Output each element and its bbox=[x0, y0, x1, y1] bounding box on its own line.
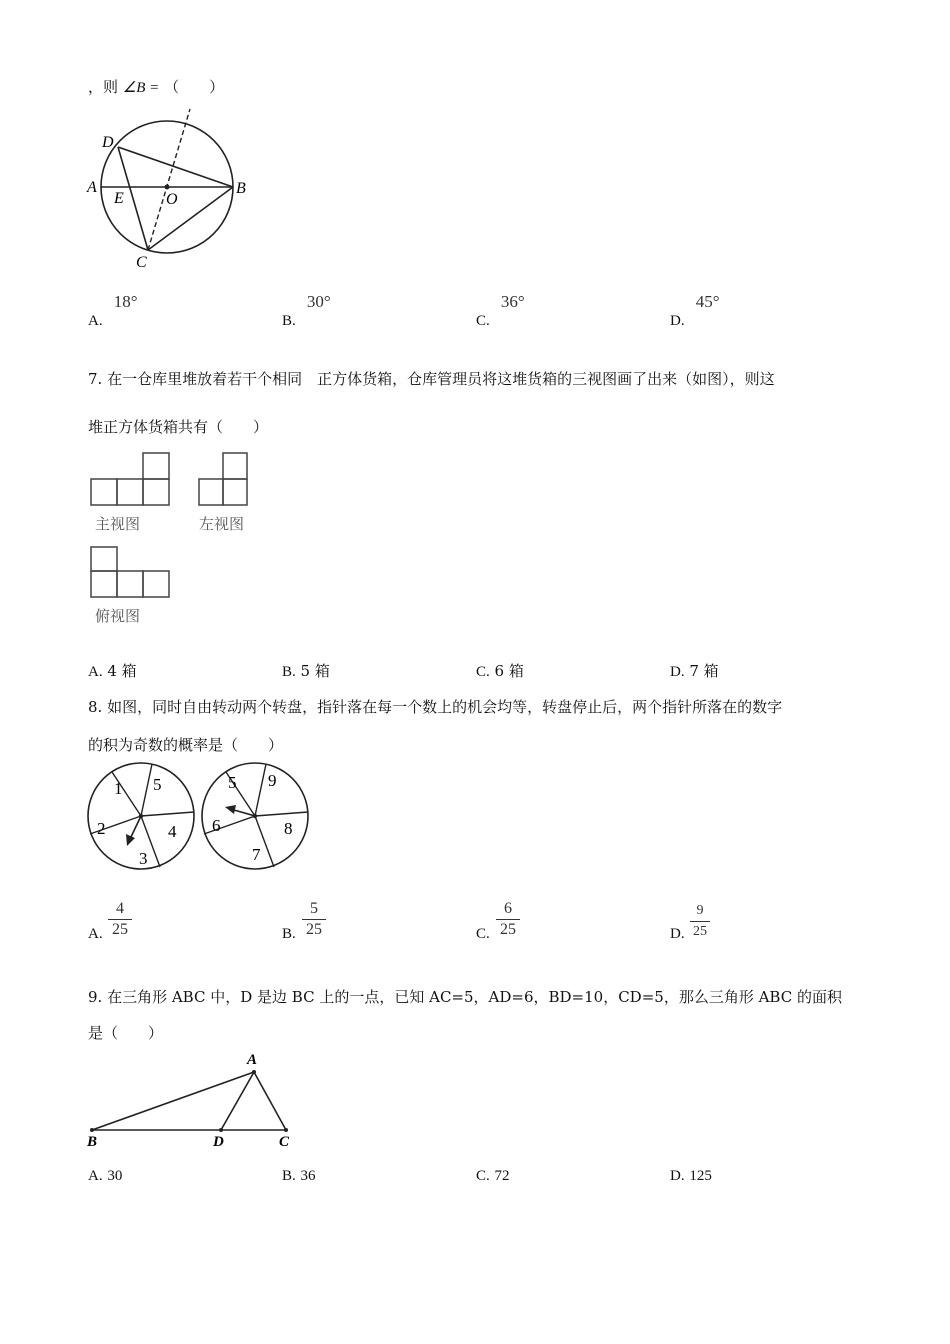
q8-wheel-2-num-3: 7 bbox=[252, 845, 261, 864]
q6-segment-db bbox=[118, 147, 233, 187]
q9-option-b[interactable] bbox=[282, 1166, 316, 1185]
q6-option-c-value: 36° bbox=[500, 292, 525, 311]
q6-stem bbox=[88, 76, 224, 97]
q9-option-c-label: C. bbox=[476, 1168, 490, 1184]
q7-three-views-figure bbox=[86, 450, 266, 630]
q6-label-d: D bbox=[102, 134, 114, 151]
q7-stem-line2: 堆正方体货箱共有（ ） bbox=[88, 418, 269, 436]
q7-option-b-value: 5 箱 bbox=[300, 662, 330, 680]
q7-caption-front: 主视图 bbox=[95, 515, 141, 533]
q7-option-b[interactable] bbox=[282, 660, 330, 681]
q6-option-b[interactable] bbox=[282, 292, 331, 329]
q8-wheel-1-arrowhead bbox=[126, 834, 135, 846]
q7-left-view bbox=[199, 453, 247, 505]
q8-wheel-1-num-1: 5 bbox=[153, 775, 162, 794]
q6-label-b: B bbox=[236, 180, 246, 197]
q9-label-a: A bbox=[247, 1052, 258, 1068]
q8-option-a-den: 25 bbox=[112, 921, 128, 938]
q6-option-b-value: 30° bbox=[306, 292, 331, 311]
q8-wheel-1-num-0: 1 bbox=[114, 779, 123, 798]
q7-option-d[interactable] bbox=[670, 660, 719, 681]
q8-wheel-1-num-3: 3 bbox=[139, 849, 148, 868]
q6-paren: （ ） bbox=[164, 78, 225, 96]
q8-wheel-2-num-0: 5 bbox=[228, 773, 237, 792]
q7-option-c-label: C. bbox=[476, 664, 490, 680]
q6-dashed-line bbox=[148, 109, 190, 250]
q6-option-c-label: C. bbox=[476, 313, 490, 329]
q9-option-a[interactable] bbox=[88, 1166, 122, 1185]
q9-segment-ad bbox=[221, 1072, 254, 1130]
q9-option-b-value: 36 bbox=[300, 1168, 316, 1184]
q9-segment-ba bbox=[92, 1072, 254, 1130]
q9-option-c[interactable] bbox=[476, 1166, 510, 1185]
q8-wheel-2 bbox=[202, 763, 308, 869]
q9-triangle-figure bbox=[84, 1048, 299, 1148]
q9-label-b: B bbox=[87, 1134, 98, 1148]
q7-option-c[interactable] bbox=[476, 660, 524, 681]
q6-option-d-label: D. bbox=[670, 313, 685, 329]
q7-top-view bbox=[91, 547, 169, 597]
q8-option-c-label: C. bbox=[476, 926, 490, 942]
q6-center-point bbox=[165, 185, 170, 190]
q8-option-c-num: 6 bbox=[504, 900, 512, 917]
q9-option-a-value: 30 bbox=[107, 1168, 123, 1184]
q9-option-c-value: 72 bbox=[494, 1168, 510, 1184]
q7-option-d-value: 7 箱 bbox=[689, 662, 719, 680]
q7-option-b-label: B. bbox=[282, 664, 296, 680]
q9-stem-line1: 9. 在三角形 ABC 中，D 是边 BC 上的一点，已知 AC=5，AD=6，BD=10，CD=5，那么三角形 ABC 的面积 bbox=[88, 988, 842, 1006]
q8-wheel-2-num-4: 6 bbox=[212, 816, 221, 835]
q6-option-c[interactable] bbox=[476, 292, 525, 329]
q7-option-d-label: D. bbox=[670, 664, 685, 680]
q7-stem-line1: 7. 在一仓库里堆放着若干个相同 正方体货箱，仓库管理员将这堆货箱的三视图画了出来（如图），则这 bbox=[88, 370, 775, 388]
q7-option-c-value: 6 箱 bbox=[494, 662, 524, 680]
q6-label-o: O bbox=[166, 191, 178, 208]
q8-option-d-fraction bbox=[690, 902, 710, 941]
q8-option-d-label: D. bbox=[670, 926, 685, 942]
q6-segment-cb bbox=[148, 187, 233, 250]
q8-option-d-den: 25 bbox=[693, 924, 707, 939]
q6-option-a-value: 18° bbox=[113, 292, 138, 311]
q9-stem-line2: 是（ ） bbox=[88, 1024, 164, 1042]
q7-caption-left: 左视图 bbox=[199, 515, 245, 533]
q8-wheel-2-arrowhead bbox=[225, 805, 236, 814]
q8-wheel-2-num-2: 8 bbox=[284, 819, 293, 838]
q6-option-d-value: 45° bbox=[695, 292, 720, 311]
q6-label-a: A bbox=[87, 179, 97, 196]
q7-option-a-value: 4 箱 bbox=[107, 662, 137, 680]
q8-wheel-2-num-1: 9 bbox=[268, 771, 277, 790]
q6-option-a-label: A. bbox=[88, 313, 103, 329]
q7-caption-top: 俯视图 bbox=[95, 607, 141, 625]
q9-option-d[interactable] bbox=[670, 1166, 712, 1185]
q8-stem-line1: 8. 如图，同时自由转动两个转盘，指针落在每一个数上的机会均等，转盘停止后，两个指针所落在的数字 bbox=[88, 698, 783, 716]
q6-label-e: E bbox=[114, 190, 124, 207]
q8-option-a-fraction bbox=[108, 900, 132, 939]
q8-option-b-num: 5 bbox=[310, 900, 318, 917]
q8-option-a-num: 4 bbox=[116, 900, 124, 917]
q9-segment-ac bbox=[254, 1072, 286, 1130]
q9-option-b-label: B. bbox=[282, 1168, 296, 1184]
q8-option-a-label: A. bbox=[88, 926, 103, 942]
q6-option-d[interactable] bbox=[670, 292, 720, 329]
q6-stem-prefix: ，则 bbox=[88, 78, 119, 96]
q8-wheel-1-num-2: 4 bbox=[168, 822, 177, 841]
q7-front-view bbox=[91, 453, 169, 505]
q9-label-c: C bbox=[279, 1134, 290, 1148]
q6-angle-expr: ∠B = bbox=[122, 80, 160, 96]
q9-option-d-label: D. bbox=[670, 1168, 685, 1184]
q8-option-c-den: 25 bbox=[500, 921, 516, 938]
q8-stem-line2: 的积为奇数的概率是（ ） bbox=[88, 736, 284, 754]
q7-option-a[interactable] bbox=[88, 660, 137, 681]
q8-option-c-fraction bbox=[496, 900, 520, 939]
q8-option-b-label: B. bbox=[282, 926, 296, 942]
q6-label-c: C bbox=[136, 254, 147, 271]
q6-option-b-label: B. bbox=[282, 313, 296, 329]
q8-option-d-num: 9 bbox=[696, 903, 704, 918]
q9-option-a-label: A. bbox=[88, 1168, 103, 1184]
q8-wheel-1-num-4: 2 bbox=[97, 819, 106, 838]
q8-option-b-fraction bbox=[302, 900, 326, 939]
q9-label-d: D bbox=[213, 1134, 224, 1148]
q6-option-a[interactable] bbox=[88, 292, 138, 329]
q8-option-b-den: 25 bbox=[306, 921, 322, 938]
q9-option-d-value: 125 bbox=[689, 1168, 712, 1184]
q8-wheel-1 bbox=[88, 763, 194, 869]
q7-option-a-label: A. bbox=[88, 664, 103, 680]
q6-circle-figure bbox=[80, 105, 260, 275]
q8-spinners-figure bbox=[84, 760, 314, 875]
